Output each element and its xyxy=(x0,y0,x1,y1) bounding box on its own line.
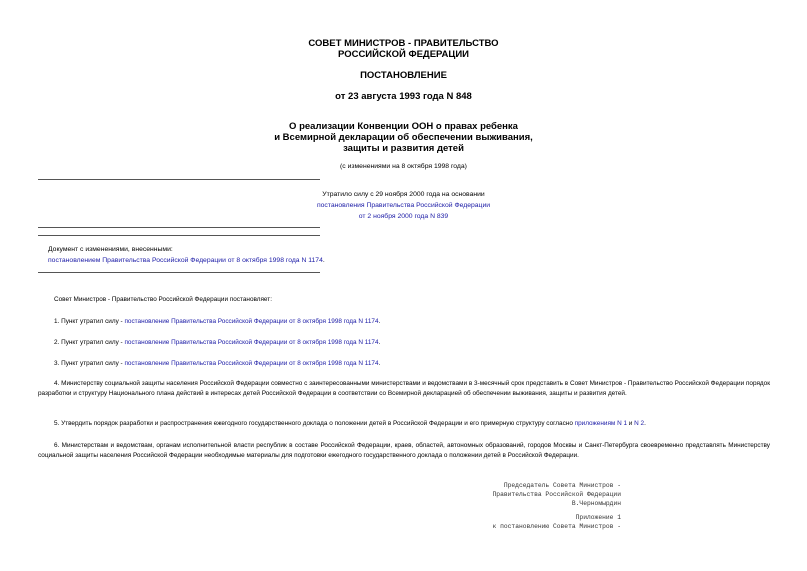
document-subject-line-2: и Всемирной декларации об обеспечении выживания, xyxy=(274,132,533,143)
amendment-link[interactable]: постановлением Правительства Российской Федерации от 8 октября 1998 года N 1174 xyxy=(48,257,323,264)
document-date-number: от 23 августа 1993 года N 848 xyxy=(335,91,472,102)
appendix-reference: к постановлению Совета Министров - xyxy=(492,523,621,530)
item-5 xyxy=(38,419,770,429)
item-3 xyxy=(54,360,380,367)
signatory-name: В.Черномырдин xyxy=(571,500,621,507)
item-1-link[interactable]: постановление Правительства Российской Федерации от 8 октября 1998 года N 1174 xyxy=(124,318,379,325)
repeal-link-line-2[interactable]: от 2 ноября 2000 года N 839 xyxy=(358,213,449,220)
item-3-link[interactable]: постановление Правительства Российской Федерации от 8 октября 1998 года N 1174 xyxy=(124,360,379,367)
document-type: ПОСТАНОВЛЕНИЕ xyxy=(360,70,447,81)
signature-position-line-2: Правительства Российской Федерации xyxy=(492,491,621,498)
item-2-dot: . xyxy=(378,339,381,346)
item-2-link[interactable]: постановление Правительства Российской Федерации от 8 октября 1998 года N 1174 xyxy=(124,339,379,346)
divider xyxy=(38,227,320,228)
item-6: 6. Министерствам и ведомствам, органам исполнительной власти республик в составе Российской Федерации, краев, областей, автономных образований, городов Москвы и Санкт-Петербурга своевременно представлять Министерству социальной защиты населения Российской Федерации необходимые материалы для подготовки ежегодного государственного доклада о положении детей в Российской Федерации. xyxy=(38,442,770,459)
document-subject-line-3: защиты и развития детей xyxy=(343,143,464,154)
divider xyxy=(38,272,320,273)
appendix-title: Приложение 1 xyxy=(575,514,621,521)
repeal-status: Утратило силу с 29 ноября 2000 года на основании xyxy=(322,191,485,198)
item-4: 4. Министерству социальной защиты населения Российской Федерации совместно с заинтересованными министерствами и ведомствами в 3-месячный срок представить в Совет Министров - Правительство Российской Федерации порядок разработки и структуру Национального плана действий в интересах детей Российской Федерации в соответствии со Всемирной декларацией об обеспечении выживания, защиты и развития детей. xyxy=(38,380,770,397)
item-5-tail: . xyxy=(644,420,646,427)
amendments-intro: Документ с изменениями, внесенными: xyxy=(48,246,173,253)
document-subject-line-1: О реализации Конвенции ООН о правах ребенка xyxy=(289,121,518,132)
divider xyxy=(38,235,320,236)
amendments-entry xyxy=(48,257,325,264)
item-1-prefix: 1. Пункт утратил силу - xyxy=(54,318,125,325)
appendix-2-link[interactable]: N 2 xyxy=(634,420,645,427)
changes-note: (с изменениями на 8 октября 1998 года) xyxy=(340,163,467,170)
issuer-line-2: РОССИЙСКОЙ ФЕДЕРАЦИИ xyxy=(337,49,469,60)
amendment-tail: . xyxy=(322,257,325,264)
item-5-prefix: 5. Утвердить порядок разработки и распространения ежегодного государственного доклада о положении детей в Российской Федерации и его примерную структуру согласно xyxy=(54,420,575,427)
item-1-dot: . xyxy=(378,318,381,325)
issuer-line-1: СОВЕТ МИНИСТРОВ - ПРАВИТЕЛЬСТВО xyxy=(308,38,499,49)
signature-position-line-1: Председатель Совета Министров - xyxy=(503,482,621,489)
item-3-prefix: 3. Пункт утратил силу - xyxy=(54,360,125,367)
item-1 xyxy=(54,318,380,325)
item-2 xyxy=(54,339,380,346)
item-2-prefix: 2. Пункт утратил силу - xyxy=(54,339,125,346)
item-5-and: и xyxy=(627,420,635,427)
item-3-dot: . xyxy=(378,360,381,367)
repeal-link-line-1[interactable]: постановления Правительства Российской Федерации xyxy=(316,202,491,209)
preamble: Совет Министров - Правительство Российской Федерации постановляет: xyxy=(54,296,272,303)
divider xyxy=(38,179,320,180)
appendix-1-link[interactable]: приложениям N 1 xyxy=(574,420,628,427)
